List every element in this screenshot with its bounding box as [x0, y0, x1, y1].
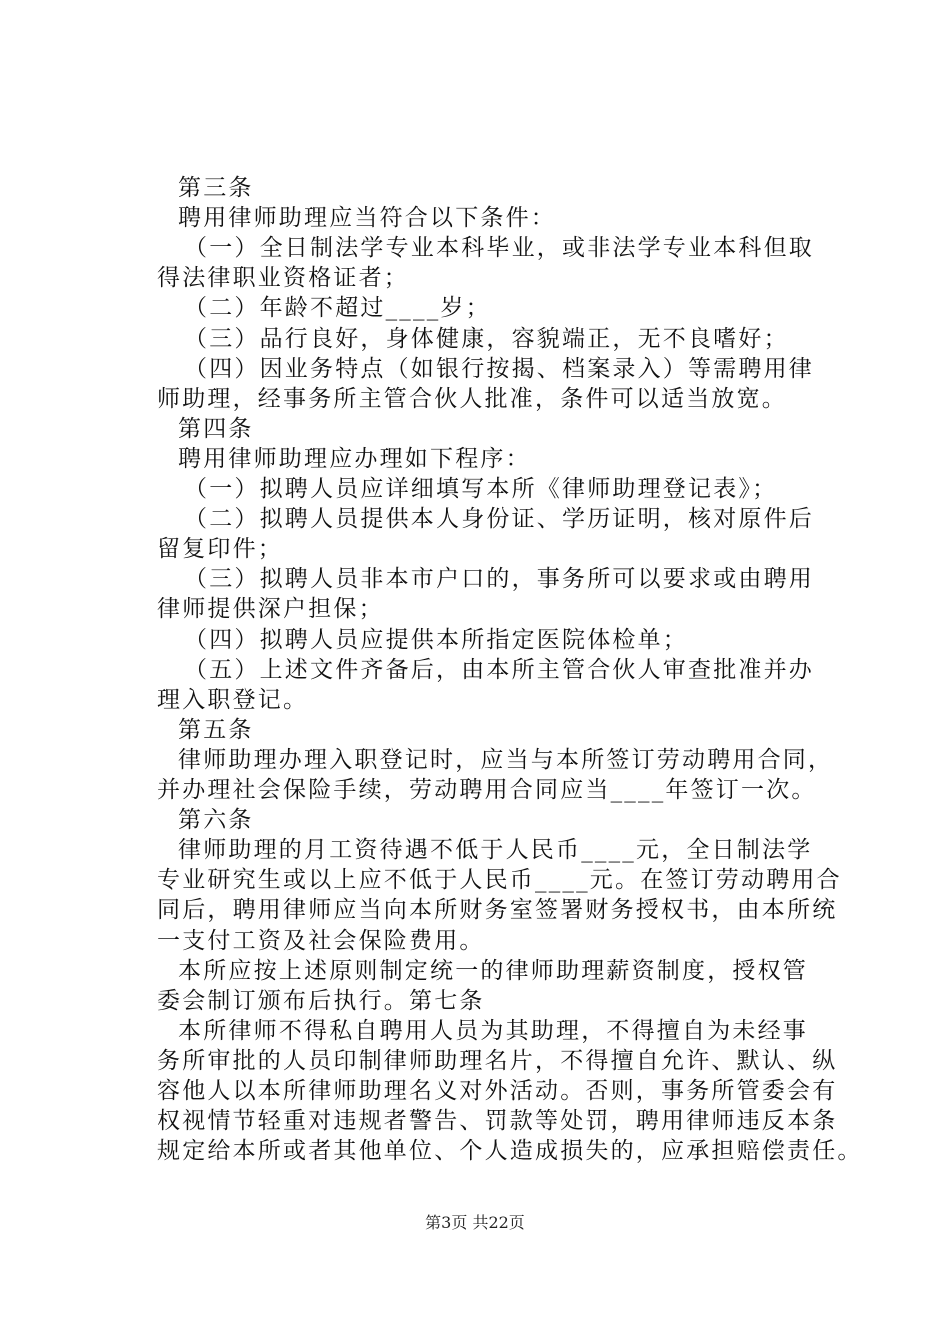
article-heading: 第六条	[178, 807, 254, 834]
paragraph-line: 专业研究生或以上应不低于人民币____元。在签订劳动聘用合	[157, 867, 842, 894]
paragraph-line: （二）年龄不超过____岁；	[184, 295, 491, 322]
paragraph-line: 权视情节轻重对违规者警告、罚款等处罚，聘用律师违反本条	[157, 1108, 838, 1135]
paragraph-line: 同后，聘用律师应当向本所财务室签署财务授权书，由本所统	[157, 897, 838, 924]
paragraph-line: 留复印件；	[157, 536, 283, 563]
paragraph-line: 委会制订颁布后执行。第七条	[157, 987, 485, 1014]
paragraph-line: （五）上述文件齐备后，由本所主管合伙人审查批准并办	[184, 656, 814, 683]
paragraph-line: （四）因业务特点（如银行按揭、档案录入）等需聘用律	[184, 355, 814, 382]
article-heading: 第三条	[178, 175, 254, 201]
paragraph-line: 本所应按上述原则制定统一的律师助理薪资制度，授权管	[178, 957, 808, 984]
paragraph-line: 规定给本所或者其他单位、个人造成损失的，应承担赔偿责任。	[157, 1138, 863, 1165]
paragraph-line: 律师助理办理入职登记时，应当与本所签订劳动聘用合同，	[178, 746, 834, 773]
paragraph-line: 并办理社会保险手续，劳动聘用合同应当____年签订一次。	[157, 777, 817, 803]
paragraph-line: 聘用律师助理应当符合以下条件：	[178, 205, 556, 232]
paragraph-line: 一支付工资及社会保险费用。	[157, 927, 485, 954]
paragraph-line: 务所审批的人员印制律师助理名片，不得擅自允许、默认、纵	[157, 1047, 838, 1074]
paragraph-line: 得法律职业资格证者；	[157, 265, 409, 292]
paragraph-line: 律师助理的月工资待遇不低于人民币____元，全日制法学	[178, 837, 813, 864]
paragraph-line: （四）拟聘人员应提供本所指定医院体检单；	[184, 626, 688, 653]
paragraph-line: 师助理，经事务所主管合伙人批准，条件可以适当放宽。	[157, 385, 787, 412]
paragraph-line: （一）拟聘人员应详细填写本所《律师助理登记表》；	[184, 476, 778, 502]
paragraph-line: 本所律师不得私自聘用人员为其助理，不得擅自为未经事	[178, 1017, 808, 1044]
paragraph-line: （二）拟聘人员提供本人身份证、学历证明，核对原件后	[184, 506, 814, 533]
paragraph-line: （三）拟聘人员非本市户口的，事务所可以要求或由聘用	[184, 566, 814, 593]
paragraph-line: （三）品行良好，身体健康，容貌端正，无不良嗜好；	[184, 325, 789, 352]
page-number-footer: 第3页 共22页	[425, 1213, 525, 1232]
paragraph-line: 律师提供深户担保；	[157, 596, 384, 623]
article-heading: 第四条	[178, 415, 254, 442]
paragraph-line: 容他人以本所律师助理名义对外活动。否则，事务所管委会有	[157, 1078, 838, 1104]
article-heading: 第五条	[178, 716, 254, 743]
paragraph-line: 聘用律师助理应办理如下程序：	[178, 445, 531, 472]
paragraph-line: 理入职登记。	[157, 686, 309, 713]
paragraph-line: （一）全日制法学专业本科毕业，或非法学专业本科但取	[184, 235, 814, 262]
